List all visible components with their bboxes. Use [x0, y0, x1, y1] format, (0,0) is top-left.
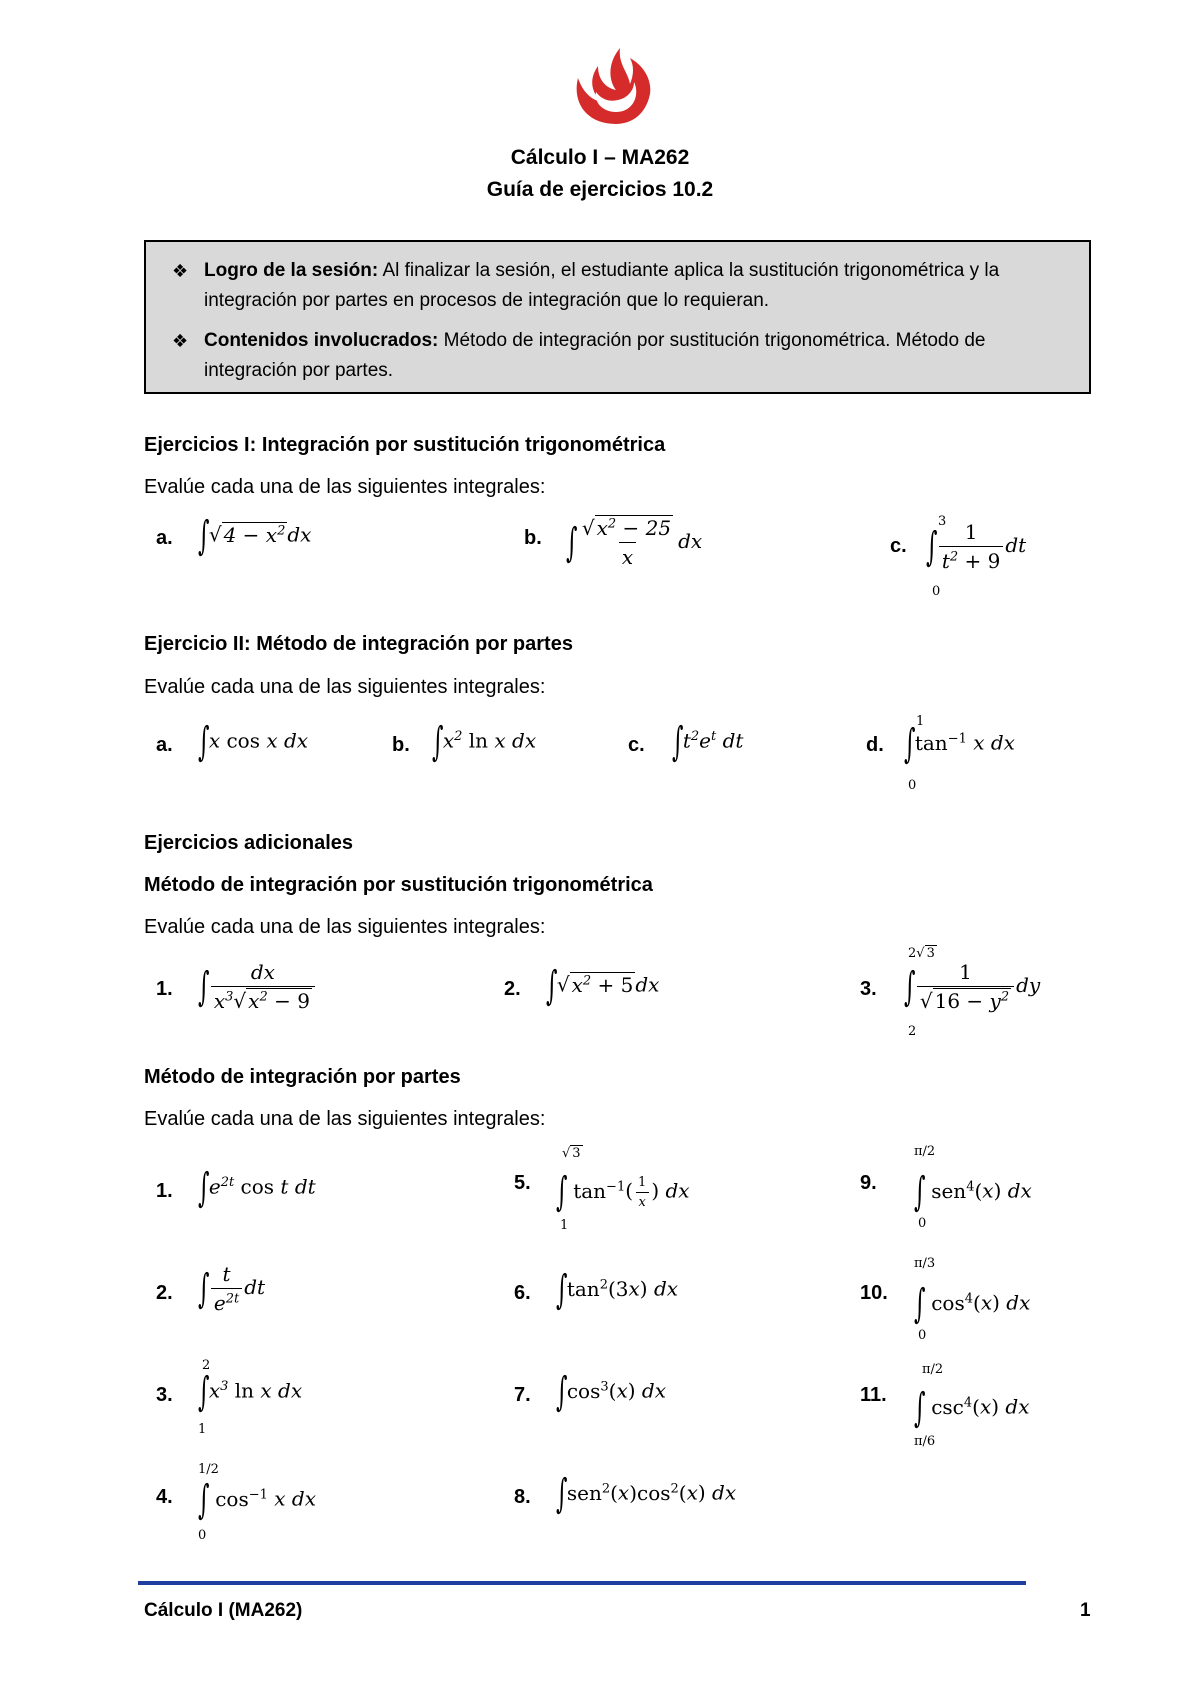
ej1-integral-b: ∫ $\frac{√ x^2 - 25}{x}$ dx: [566, 516, 703, 569]
contenidos-item: [172, 326, 1072, 386]
ad-partes-label-11: 11.: [860, 1384, 887, 1406]
guide-title: Guía de ejercicios 10.2: [486, 178, 714, 201]
ad-trig-label-2: 2.: [504, 978, 521, 1000]
ej1-label-c: c.: [890, 535, 907, 557]
ad-partes-label-4: 4.: [156, 1486, 173, 1508]
ej2-label-b: b.: [392, 734, 410, 756]
upc-logo: [568, 44, 664, 126]
ad-trig-integral-2: ∫√ $x^2 + 5$ dx: [546, 963, 660, 1009]
ad-partes-integral-5: √ 3 ∫ $\tan^{-1}$( $\frac{1}{x}$ ) dx 1: [556, 1146, 690, 1233]
contenidos-text: Método de integración por sustitución trigonométrica. Método de integración por partes.: [204, 330, 986, 381]
ad-partes-integral-8: $\int sen^2(x)\cos^2(x)$ dx: [556, 1471, 737, 1517]
ad-partes-integral-3: 2 $\int x^3$ ln x dx 1: [198, 1358, 303, 1437]
ad-partes-label-3: 3.: [156, 1384, 173, 1406]
ej1-heading: Ejercicios I: Integración por sustitución trigonométrica: [144, 434, 666, 456]
ad-partes-label-6: 6.: [514, 1282, 531, 1304]
ad-partes-label-8: 8.: [514, 1486, 531, 1508]
ej2-heading: Ejercicio II: Método de integración por partes: [144, 633, 573, 655]
ad-partes-label-9: 9.: [860, 1172, 877, 1194]
ad-partes-instruction: Evalúe cada una de las siguientes integrales:: [144, 1108, 546, 1130]
ad-trig-instruction: Evalúe cada una de las siguientes integrales:: [144, 916, 546, 938]
page-number: 1: [1080, 1600, 1091, 1621]
ad-partes-integral-2: ∫ $\frac{t}{e^{2t}}$ dt: [198, 1262, 266, 1315]
contenidos-label: Contenidos involucrados:: [204, 330, 439, 351]
ej1-integral-a: ∫√ $4 - x^2$ dx: [198, 513, 312, 559]
ad-partes-heading: Método de integración por partes: [144, 1066, 461, 1088]
ad-partes-integral-9: π/2 ∫ sen$^4$(x) dx 0: [914, 1144, 1032, 1231]
ej2-label-d: d.: [866, 734, 884, 756]
logro-item: [172, 256, 1072, 316]
ad-partes-integral-11: π/2 ∫ $\csc^4(x)$ dx π/6: [914, 1362, 1030, 1449]
ad-partes-integral-7: $\int\cos^3(x)$ dx: [556, 1369, 666, 1415]
session-goal-box: [144, 240, 1091, 394]
ej2-integral-c: $\int t^2e^t$ dt: [672, 719, 744, 765]
course-title: Cálculo I – MA262: [510, 146, 690, 169]
footer-course: Cálculo I (MA262): [144, 1600, 303, 1621]
ad-trig-label-1: 1.: [156, 978, 173, 1000]
ad-partes-integral-6: $\int\tan^2(3x)$ dx: [556, 1267, 679, 1313]
ej2-instruction: Evalúe cada una de las siguientes integrales:: [144, 676, 546, 698]
ad-partes-integral-4: 1/2 ∫ $\cos^{-1} x$ dx 0: [198, 1462, 316, 1543]
ad-trig-heading: Método de integración por sustitución trigonométrica: [144, 874, 653, 896]
ej2-label-a: a.: [156, 734, 173, 756]
ej2-integral-b: $\int x^2$ ln x dx: [432, 719, 537, 765]
ad-partes-label-7: 7.: [514, 1384, 531, 1406]
ej2-integral-a: ∫x cos x dx: [198, 719, 309, 765]
logro-text: Al finalizar la sesión, el estudiante aplica la sustitución trigonométrica y la integración por partes en procesos de integración que lo requieran.: [204, 260, 1000, 311]
ej2-label-c: c.: [628, 734, 645, 756]
diamond-bullet-icon: ❖: [172, 331, 189, 351]
footer-divider: [138, 1581, 1026, 1585]
ad-trig-integral-1: ∫ $\frac{dx}{x^3√ x^2 - 9}$: [198, 960, 317, 1013]
ad-partes-label-5: 5.: [514, 1172, 531, 1194]
logro-label: Logro de la sesión:: [204, 260, 379, 281]
ad-partes-integral-1: $\int e^{2t}$ cos t dt: [198, 1165, 316, 1211]
ad-partes-label-10: 10.: [860, 1282, 888, 1304]
ad-trig-label-3: 3.: [860, 978, 877, 1000]
ej1-label-b: b.: [524, 527, 542, 549]
ej1-instruction: Evalúe cada una de las siguientes integrales:: [144, 476, 546, 498]
diamond-bullet-icon: ❖: [172, 261, 189, 281]
ej1-label-a: a.: [156, 527, 173, 549]
ad-trig-integral-3: 2√ 3 ∫ $\frac{1}{√ 16 - y^2}$ dy 2: [904, 946, 1041, 1039]
ej1-integral-c: 3 ∫ $\frac{1}{t^2 + 9}$ dt 0: [926, 514, 1027, 599]
adicionales-heading: Ejercicios adicionales: [144, 832, 353, 854]
ej2-integral-d: 1 $\int\tan^{-1}$ x dx 0: [904, 714, 1015, 793]
ad-partes-integral-10: π/3 ∫ $\cos^4(x)$ dx 0: [914, 1256, 1031, 1343]
ad-partes-label-1: 1.: [156, 1180, 173, 1202]
ad-partes-label-2: 2.: [156, 1282, 173, 1304]
